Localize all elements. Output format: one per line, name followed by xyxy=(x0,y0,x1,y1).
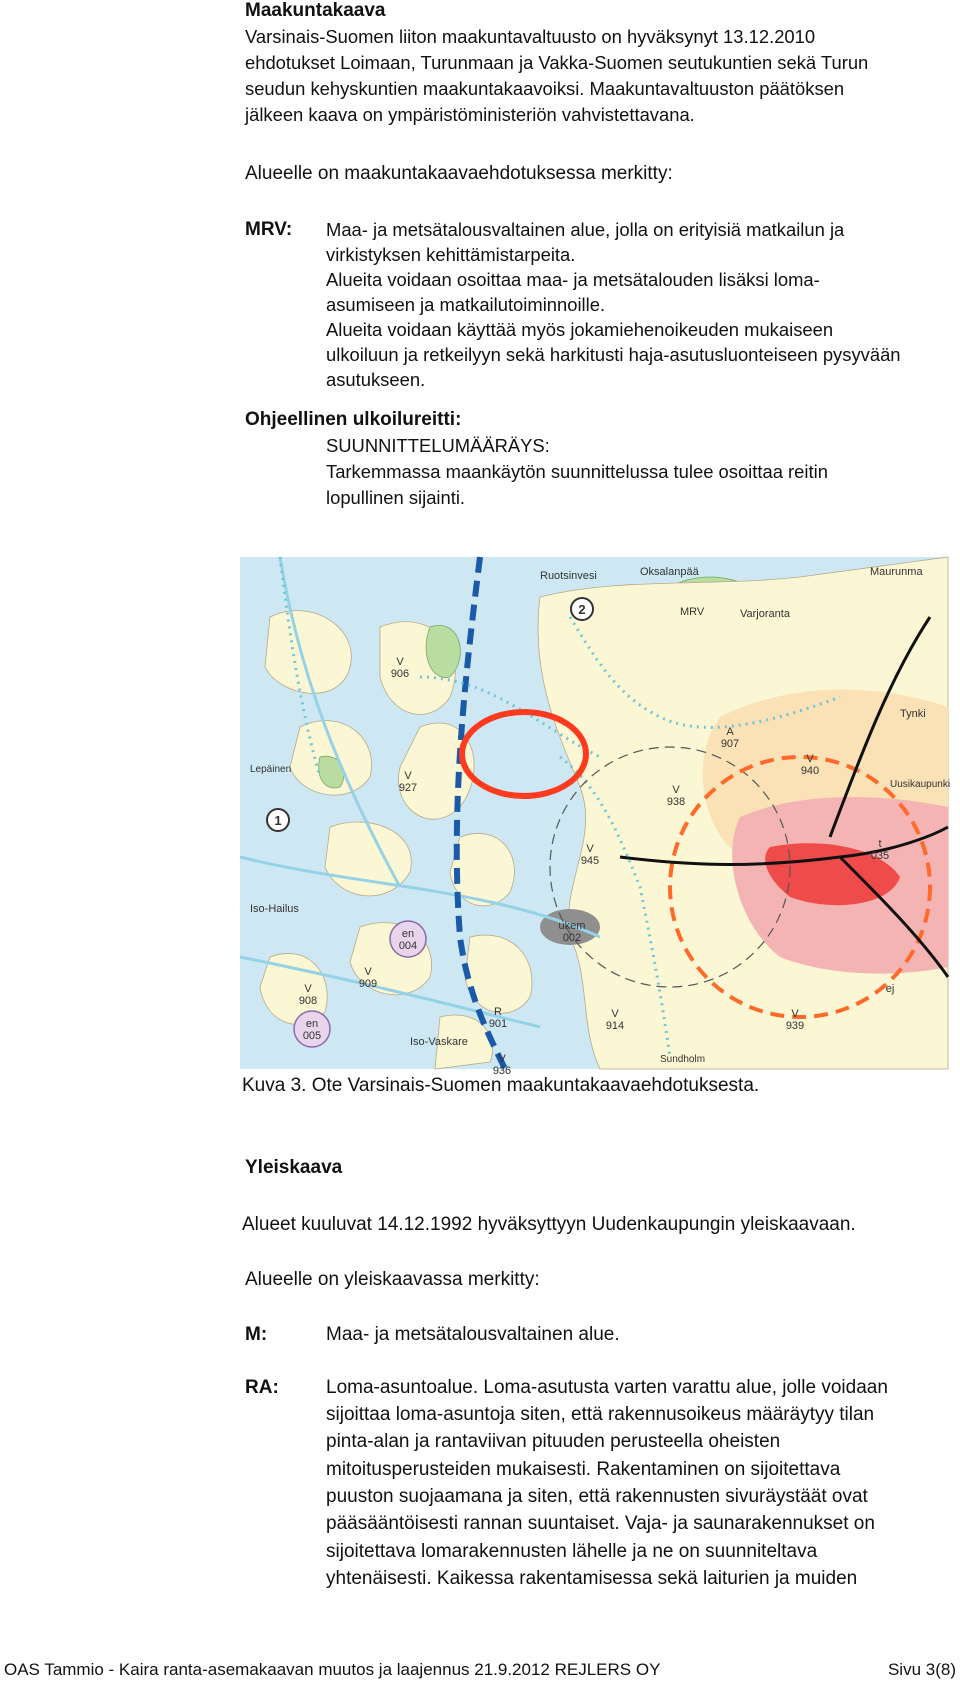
map-circle-label: 2 xyxy=(578,602,586,617)
map-symbol-label: V 909 xyxy=(358,966,378,990)
intro-line: ehdotukset Loimaan, Turunmaan ja Vakka-Suomen seutukuntien sekä Turun xyxy=(245,52,869,73)
map-place-label: Maurunma xyxy=(870,566,923,578)
section-heading-maakuntakaava: Maakuntakaava xyxy=(245,0,386,21)
ra-label: RA: xyxy=(245,1377,279,1398)
intro-line: jälkeen kaava on ympäristöministeriön vahvistettavana. xyxy=(245,104,695,125)
mrv-label: MRV: xyxy=(245,219,293,240)
ulkoilureitti-text-line: Tarkemmassa maankäytön suunnittelussa tulee osoittaa reitin xyxy=(326,461,828,482)
map-place-label: Iso-Hailus xyxy=(250,903,299,915)
footer-document-info: OAS Tammio - Kaira ranta-asemakaavan muutos ja laajennus 21.9.2012 REJLERS OY xyxy=(4,1660,661,1679)
map-symbol-label: V 927 xyxy=(398,770,418,794)
map-symbol-label: V 908 xyxy=(298,983,318,1007)
intro-line: Varsinais-Suomen liiton maakuntavaltuusto on hyväksynyt 13.12.2010 xyxy=(245,26,816,47)
mrv-text-line: Alueita voidaan osoittaa maa- ja metsätalouden lisäksi loma- xyxy=(326,269,820,290)
mrv-text-line: ulkoiluun ja retkeilyyn sekä harkitusti haja-asutusluonteiseen pysyvään xyxy=(326,344,901,365)
map-place-label: MRV xyxy=(680,606,705,618)
ulkoilureitti-label: Ohjeellinen ulkoilureitti: xyxy=(245,409,462,430)
ra-text-line: Loma-asuntoalue. Loma-asutusta varten varattu alue, jolle voidaan xyxy=(326,1377,888,1398)
map-place-label: Iso-Vaskare xyxy=(410,1036,468,1048)
maakuntakaava-map-excerpt xyxy=(240,557,951,1077)
m-label: M: xyxy=(245,1324,268,1345)
map-symbol-label: V 906 xyxy=(390,656,410,680)
m-text: Maa- ja metsätalousvaltainen alue. xyxy=(326,1324,620,1345)
map-place-label: Uusikaupunki xyxy=(890,779,951,790)
ra-text-line: puuston suojaamana ja siten, että rakennusten sivuräystäät ovat xyxy=(326,1486,868,1507)
map-circle-label: 1 xyxy=(274,813,282,828)
mrv-text-line: asutukseen. xyxy=(326,369,426,390)
map-symbol-label: V 914 xyxy=(605,1008,625,1032)
map-symbol-label: A 907 xyxy=(720,726,740,750)
figure-caption: Kuva 3. Ote Varsinais-Suomen maakuntakaavaehdotuksesta. xyxy=(242,1075,760,1096)
ra-text-line: pinta-alan ja rantaviivan pituuden perusteella oheisten xyxy=(326,1431,781,1452)
footer-page-number: Sivu 3(8) xyxy=(887,1660,956,1679)
section-heading-yleiskaava: Yleiskaava xyxy=(245,1157,343,1178)
map-place-label: Sundholm xyxy=(660,1054,706,1065)
suunnittelumaarays-label: SUUNNITTELUMÄÄRÄYS: xyxy=(326,435,550,456)
map-symbol-label: V 940 xyxy=(800,753,820,777)
map-place-label: Varjoranta xyxy=(740,608,790,620)
ra-text-line: pääsääntöisesti rannan suuntaiset. Vaja- ja saunarakennukset on xyxy=(326,1513,875,1534)
map-symbol-label: t 035 xyxy=(870,838,890,862)
ulkoilureitti-text-line: lopullinen sijainti. xyxy=(326,487,466,508)
ra-text-line: sijoittaa loma-asuntoja siten, että rakennusoikeus määräytyy tilan xyxy=(326,1404,875,1425)
map-symbol-label: R 901 xyxy=(488,1006,508,1030)
yleiskaava-merkitty: Alueelle on yleiskaavassa merkitty: xyxy=(245,1269,540,1290)
map-symbol-label: V 945 xyxy=(580,843,600,867)
map-symbol-label: en 004 xyxy=(398,928,418,952)
yleiskaava-kuuluvat: Alueet kuuluvat 14.12.1992 hyväksyttyyn Uudenkaupungin yleiskaavaan. xyxy=(242,1214,856,1235)
mrv-text-line: Alueita voidaan käyttää myös jokamiehenoikeuden mukaiseen xyxy=(326,319,834,340)
map-symbol-label: ukem 002 xyxy=(558,920,586,944)
map-place-label: Ruotsinvesi xyxy=(540,570,597,582)
merkitty-intro: Alueelle on maakuntakaavaehdotuksessa merkitty: xyxy=(245,163,673,184)
map-place-label: Oksalanpää xyxy=(640,566,699,578)
map-symbol-label: V 936 xyxy=(492,1053,512,1077)
mrv-text-line: asumiseen ja matkailutoiminnoille. xyxy=(326,294,606,315)
map-symbol-label: ej xyxy=(885,983,895,995)
map-place-label: Tynki xyxy=(900,708,926,720)
intro-line: seudun kehyskuntien maakuntakaavoiksi. Maakuntavaltuuston päätöksen xyxy=(245,78,845,99)
ra-text-line: yhtenäisesti. Kaikessa rakentamisessa sekä laiturien ja muiden xyxy=(326,1568,858,1589)
mrv-text-line: virkistyksen kehittämistarpeita. xyxy=(326,244,576,265)
map-place-label: Lepäinen xyxy=(250,764,292,775)
map-symbol-label: en 005 xyxy=(302,1018,322,1042)
mrv-text-line: Maa- ja metsätalousvaltainen alue, jolla on erityisiä matkailun ja xyxy=(326,219,845,240)
map-symbol-label: V 939 xyxy=(785,1008,805,1032)
map-symbol-label: V 938 xyxy=(666,784,686,808)
ra-text-line: mitoitusperusteiden mukaisesti. Rakentaminen on sijoitettava xyxy=(326,1459,841,1480)
ra-text-line: sijoitettava lomarakennusten lähelle ja ne on suunniteltava xyxy=(326,1541,818,1562)
